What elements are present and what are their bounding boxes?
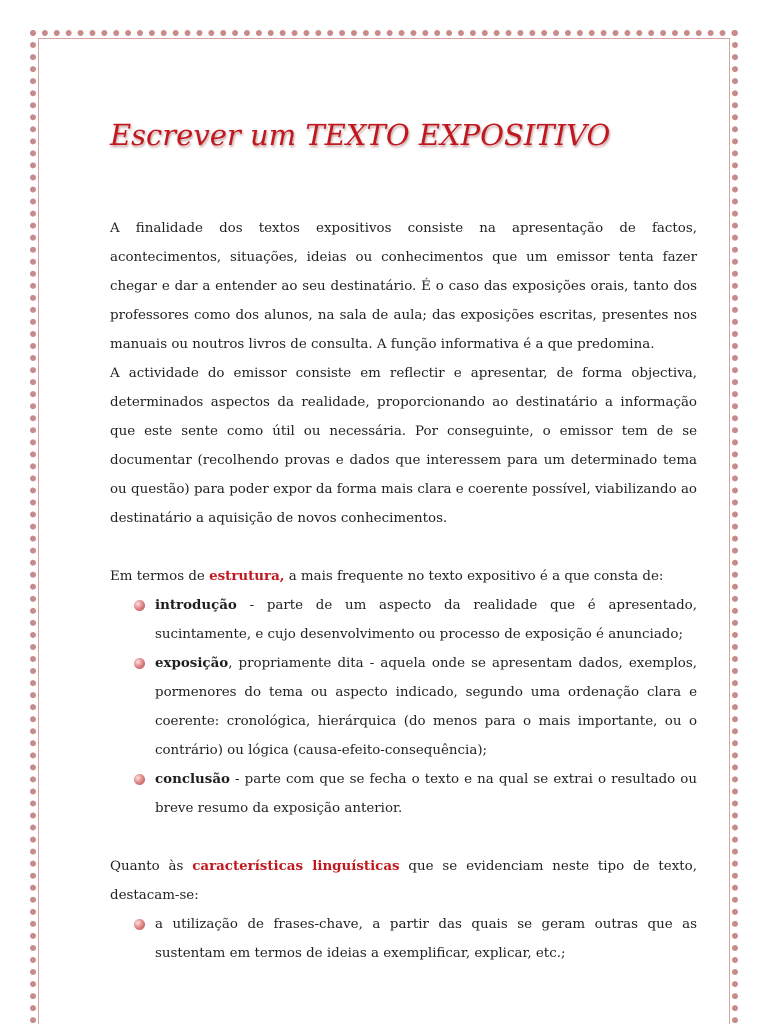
bullet-icon bbox=[134, 919, 145, 930]
linguistic-list bbox=[110, 910, 697, 968]
bullet-icon bbox=[134, 658, 145, 669]
bullet-icon bbox=[134, 774, 145, 785]
list-item-term: conclusão bbox=[155, 771, 230, 787]
list-item-text: - parte de um aspecto da realidade que é apresentado, sucintamente, e cujo desenvolvimento ou processo de exposição é anunciado; bbox=[155, 598, 697, 642]
list-item bbox=[110, 591, 697, 649]
spacer bbox=[110, 823, 697, 852]
intro-paragraph-1: A finalidade dos textos expositivos consiste na apresentação de factos, acontecimentos, situações, ideias ou conhecimentos que um emissor tenta fazer chegar e dar a entender ao seu destinatário. É o caso das exposições orais, tanto dos professores como dos alunos, na sala de aula; das exposições escritas, presentes nos manuais ou noutros livros de consulta. A função informativa é a que predomina. bbox=[110, 221, 697, 352]
list-item bbox=[110, 649, 697, 765]
structure-lead-before: Em termos de bbox=[110, 569, 210, 584]
title-part-2: TEXTO EXPOSITIVO bbox=[305, 118, 611, 152]
intro-paragraph-2: A actividade do emissor consiste em reflectir e apresentar, de forma objectiva, determinados aspectos da realidade, proporcionando ao destinatário a informação que este sente como útil ou necessária. Por conseguinte, o emissor tem de se documentar (recolhendo provas e dados que interessem para um determinado tema ou questão) para poder expor da forma mais clara e coerente possível, viabilizando ao destinatário a aquisição de novos conhecimentos. bbox=[110, 366, 697, 526]
linguistic-lead bbox=[110, 852, 697, 910]
spacer bbox=[110, 533, 697, 562]
linguistic-lead-after: que se evidenciam neste tipo de texto, destacam-se: bbox=[110, 859, 697, 903]
linguistic-highlight: características linguísticas bbox=[192, 858, 400, 874]
structure-lead bbox=[110, 562, 697, 591]
structure-lead-after: a mais frequente no texto expositivo é a que consta de: bbox=[284, 569, 664, 584]
list-item-term: exposição bbox=[155, 655, 229, 671]
list-item bbox=[110, 765, 697, 823]
structure-highlight: estrutura, bbox=[209, 568, 285, 584]
title-part-1: Escrever um bbox=[110, 118, 297, 152]
page-title bbox=[110, 118, 610, 152]
list-item-term: introdução bbox=[155, 597, 237, 613]
list-item-text: a utilização de frases-chave, a partir das quais se geram outras que as sustentam em termos de ideias a exemplificar, explicar, etc.; bbox=[155, 917, 697, 961]
linguistic-lead-before: Quanto às bbox=[110, 859, 193, 874]
list-item bbox=[110, 910, 697, 968]
list-item-text: , propriamente dita - aquela onde se apresentam dados, exemplos, pormenores do tema ou aspecto indicado, segundo uma ordenação clara e coerente: cronológica, hierárquica (do menos para o mais importante, ou o contrário) ou lógica (causa-efeito-consequência); bbox=[155, 656, 697, 758]
structure-list bbox=[110, 591, 697, 823]
document-body bbox=[110, 214, 697, 968]
list-item-text: - parte com que se fecha o texto e na qual se extrai o resultado ou breve resumo da exposição anterior. bbox=[155, 772, 697, 816]
bullet-icon bbox=[134, 600, 145, 611]
